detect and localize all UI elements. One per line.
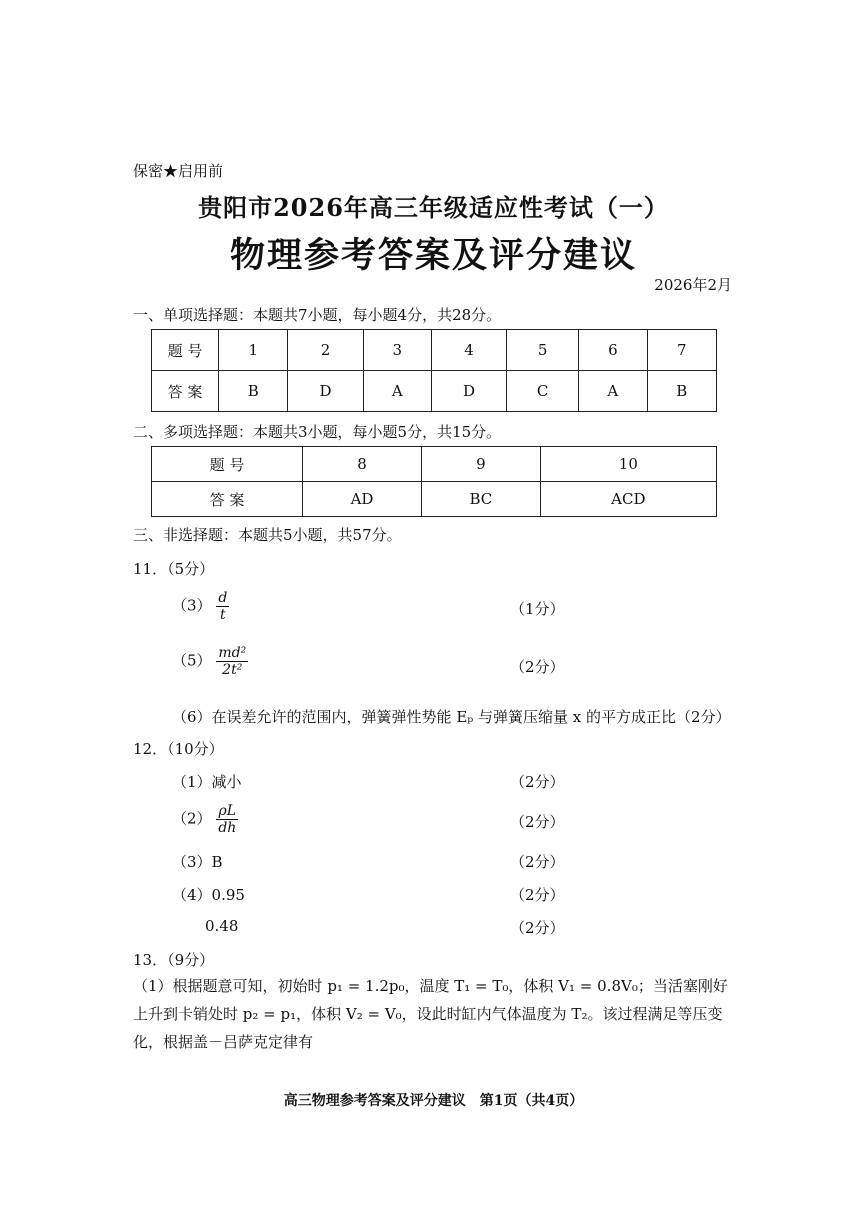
q11-part5-score: （2分）	[510, 658, 565, 676]
q11-title: 11．（5分）	[133, 560, 215, 578]
table-row	[152, 330, 717, 371]
q11-part6: （6）在误差允许的范围内，弹簧弹性势能 Eₚ 与弹簧压缩量 x 的平方成正比（2分）	[172, 708, 731, 726]
answer-cell: BC	[422, 482, 541, 517]
exam-date: 2026年2月	[654, 276, 732, 294]
question-number-cell: 3	[363, 330, 431, 371]
q12-part2-fraction	[216, 803, 238, 836]
multi-choice-table	[151, 446, 717, 517]
question-number-cell: 2	[288, 330, 363, 371]
single-choice-table	[151, 329, 717, 412]
exam-title: 贵阳市2026年高三年级适应性考试（一）	[198, 193, 669, 222]
table-row	[152, 482, 717, 517]
section1-heading: 一、单项选择题：本题共7小题，每小题4分，共28分。	[133, 306, 502, 324]
answer-cell: AD	[303, 482, 422, 517]
q13-paragraph: （1）根据题意可知，初始时 p₁ = 1.2p₀，温度 T₁ = T₀，体积 V₁ = 0.8V₀；当活塞刚好上升到卡销处时 p₂ = p₁，体积 V₂ = V₀，设此时缸内气体温度为 T₂。该过程满足等压变化，根据盖－吕萨克定律有	[133, 977, 728, 1051]
q11-part5-fraction	[216, 645, 248, 678]
section2-heading: 二、多项选择题：本题共3小题，每小题5分，共15分。	[133, 423, 502, 441]
answer-cell: D	[288, 371, 363, 412]
section3-heading: 三、非选择题：本题共5小题，共57分。	[133, 526, 402, 544]
q11-part3-label: （3）	[172, 596, 212, 615]
question-number-cell: 9	[422, 447, 541, 482]
answer-cell: D	[431, 371, 506, 412]
table-row	[152, 371, 717, 412]
q11-part3-fraction	[216, 590, 229, 623]
table-header-cell: 题 号	[152, 447, 303, 482]
q12-part4b: 0.48	[205, 917, 239, 935]
question-number-cell: 1	[219, 330, 288, 371]
fraction-numerator: md²	[218, 645, 247, 661]
q11-part3	[172, 590, 229, 623]
answer-cell: A	[579, 371, 647, 412]
q12-title: 12．（10分）	[133, 740, 224, 758]
table-header-cell: 答 案	[152, 371, 219, 412]
question-number-cell: 10	[540, 447, 716, 482]
table-header-cell: 答 案	[152, 482, 303, 517]
fraction-denominator: t	[219, 607, 226, 624]
table-header-cell: 题 号	[152, 330, 219, 371]
answer-cell: ACD	[540, 482, 716, 517]
fraction-denominator: 2t²	[222, 662, 243, 679]
q12-part4-score: （2分）	[510, 886, 565, 904]
q12-part3: （3）B	[172, 853, 223, 871]
question-number-cell: 7	[647, 330, 716, 371]
q11-part5	[172, 645, 248, 678]
question-number-cell: 4	[431, 330, 506, 371]
page-footer: 高三物理参考答案及评分建议 第1页（共4页）	[283, 1093, 584, 1109]
q12-part1: （1）减小	[172, 773, 242, 791]
fraction-numerator: ρL	[216, 803, 238, 820]
q12-part1-score: （2分）	[510, 773, 565, 791]
q12-part2-score: （2分）	[510, 813, 565, 831]
fraction-denominator: dh	[218, 820, 237, 837]
page-title: 物理参考答案及评分建议	[229, 235, 637, 276]
answer-cell: B	[219, 371, 288, 412]
secret-label: 保密★启用前	[133, 162, 224, 180]
q11-part3-score: （1分）	[510, 600, 565, 618]
q12-part3-score: （2分）	[510, 853, 565, 871]
question-number-cell: 8	[303, 447, 422, 482]
answer-cell: C	[507, 371, 579, 412]
q12-part2-label: （2）	[172, 809, 212, 828]
answer-cell: B	[647, 371, 716, 412]
q12-part4: （4）0.95	[172, 886, 245, 904]
q12-part2	[172, 803, 238, 836]
question-number-cell: 6	[579, 330, 647, 371]
fraction-numerator: d	[218, 590, 228, 606]
answer-cell: A	[363, 371, 431, 412]
question-number-cell: 5	[507, 330, 579, 371]
q11-part5-label: （5）	[172, 651, 212, 670]
q12-part4b-score: （2分）	[510, 919, 565, 937]
q13-title: 13．（9分）	[133, 951, 215, 969]
table-row	[152, 447, 717, 482]
